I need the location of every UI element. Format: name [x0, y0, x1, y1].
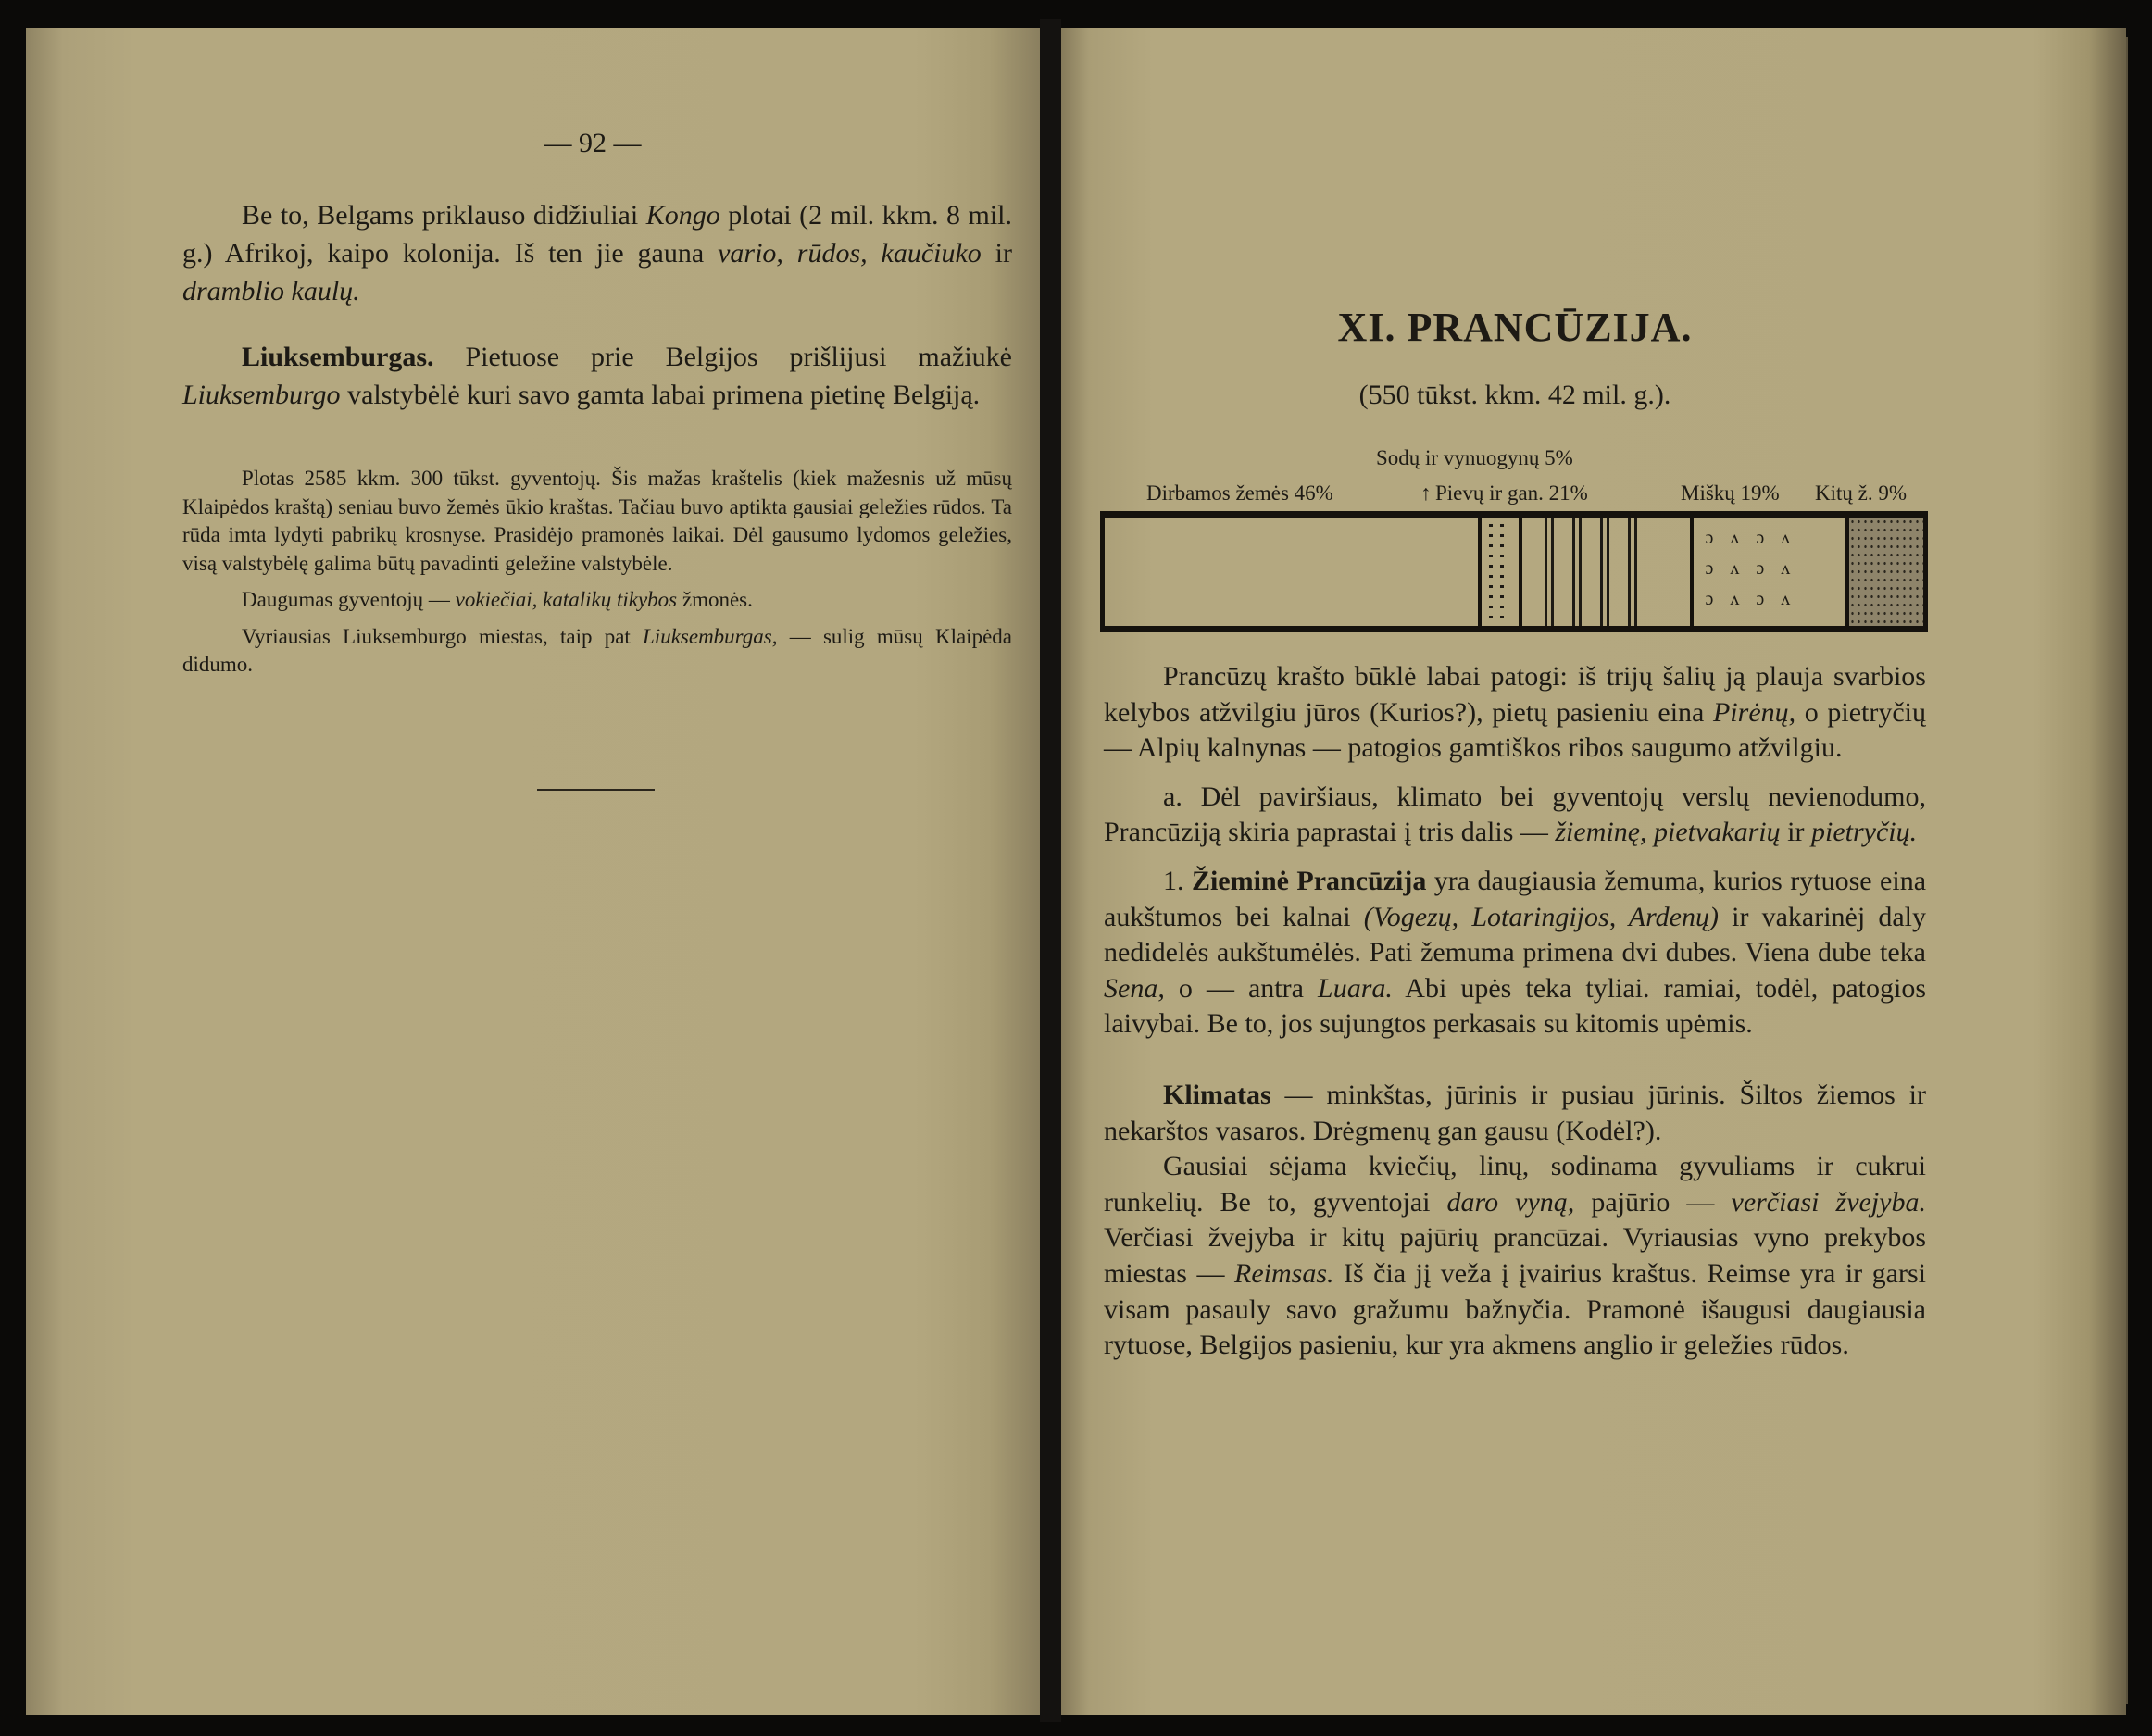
- text-run: Iš čia jį veža į įvairius kraštus. Reimse yra ir garsi visam pasauly savo gražumu bažnyčia. Pramonė išaugusi daugiausia rytuose, Belgijos pasieniu, kur yra akmens anglio ir geležies rūdos.: [1104, 1257, 1926, 1361]
- paragraph-liuksemburgas: [182, 338, 1012, 414]
- segment-other: [1849, 518, 1923, 626]
- text-run: ir: [981, 238, 1012, 269]
- text-run: valstybėlė kuri savo gamta labai primena pietinę Belgiją.: [340, 380, 981, 410]
- text-run: Vyriausias Liuksemburgo miestas, taip pat: [242, 624, 644, 648]
- label-meadows: Pievų ir gan. 21%: [1435, 481, 1588, 505]
- text-run: pajūrio —: [1574, 1186, 1732, 1218]
- land-use-bar: [1100, 511, 1928, 632]
- italic-text: Liuksemburgas,: [643, 624, 778, 648]
- italic-text: (Vogezų, Lotaringijos, Ardenų): [1363, 901, 1719, 932]
- italic-text: Kongo: [645, 200, 720, 231]
- text-run: ir: [1780, 817, 1811, 848]
- italic-text: pietryčių.: [1810, 817, 1918, 848]
- italic-text: vokiečiai, katalikų tikybos: [455, 588, 678, 611]
- bold-text: Klimatas: [1163, 1079, 1271, 1110]
- text-run: žmonės.: [677, 588, 753, 611]
- paragraph-gyventojai: [182, 586, 1012, 615]
- left-main-text: [182, 196, 1012, 414]
- italic-text: vario, rūdos, kaučiuko: [718, 238, 982, 269]
- italic-text: Luara.: [1318, 972, 1393, 1004]
- text-run: 1.: [1163, 865, 1192, 896]
- segment-meadows: [1522, 518, 1695, 626]
- paragraph-klimatas: [1104, 1078, 1926, 1149]
- text-run: yra daugiausia žemuma, kurios rytuose eina aukštumos bei kalnai: [1104, 865, 1927, 932]
- text-run: Prancūzų krašto būklė labai patogi: iš trijų šalių ją plauja svarbios kelybos atžvilgiu jūros (Kurios?), pietų pasieniu eina: [1104, 661, 1926, 728]
- text-run: Daugumas gyventojų —: [242, 588, 456, 611]
- left-small-print: [182, 465, 1012, 680]
- text-run: Pietuose prie Belgijos prišlijusi mažiukė: [433, 342, 1012, 372]
- text-run: o — antra: [1164, 972, 1319, 1004]
- segment-arable: [1105, 518, 1482, 626]
- label-other: Kitų ž. 9%: [1815, 481, 1908, 505]
- label-forests: Miškų 19%: [1681, 481, 1780, 505]
- land-use-diagram: [1100, 444, 1928, 634]
- italic-text: Reimsas.: [1234, 1257, 1334, 1289]
- italic-text: Liuksemburgo: [182, 380, 341, 410]
- chapter-subheading: (550 tūkst. kkm. 42 mil. g.).: [1358, 380, 1671, 410]
- paragraph-plotas: [182, 465, 1012, 578]
- text-run: Verčiasi žvejyba ir kitų pajūrių prancūzai. Vyriausias vyno prekybos miestas —: [1104, 1222, 1926, 1289]
- page-number: — 92 —: [544, 128, 642, 158]
- text-run: Gausiai sėjama kviečių, linų, sodinama gyvuliams ir cukrui runkelių. Be to, gyventojai: [1104, 1151, 1926, 1218]
- text-run: a. Dėl paviršiaus, klimato bei gyventojų verslų nevienodumo, Prancūziją skiria paprastai į tris dalis —: [1104, 781, 1926, 848]
- paragraph-bukle: [1104, 659, 1926, 767]
- bold-text: Žieminė Prancūzija: [1191, 865, 1427, 896]
- text-run: Be to, Belgams priklauso didžiuliai: [242, 200, 646, 231]
- section-divider: [537, 789, 655, 791]
- chapter-heading: XI. PRANCŪZIJA.: [1337, 305, 1693, 350]
- text-run: — sulig mūsų Klaipėda didumo.: [182, 624, 1012, 676]
- italic-text: verčiasi žvejyba.: [1731, 1186, 1926, 1218]
- segment-forests: ɔʌɔʌ ɔʌɔʌ ɔʌɔʌ: [1694, 518, 1849, 626]
- arrow-icon: ↑: [1420, 481, 1432, 505]
- bold-text: Liuksemburgas.: [242, 342, 434, 372]
- paragraph-dalys: [1104, 780, 1926, 851]
- italic-text: dramblio kaulų.: [182, 276, 360, 306]
- paragraph-miestas: [182, 623, 1012, 680]
- italic-text: žieminę, pietvakarių: [1555, 817, 1781, 848]
- right-main-text: [1104, 659, 1926, 1364]
- paragraph-zieminė: [1104, 864, 1926, 1043]
- text-run: ir vakarinėj daly nedidelės aukštumėlės. Pati žemuma primena dvi dubes. Viena dube teka: [1104, 901, 1926, 968]
- paragraph-kongo: [182, 196, 1012, 310]
- text-run: o pietryčių — Alpių kalnynas — patogios gamtiškos ribos saugumo atžvilgiu.: [1104, 696, 1926, 764]
- text-run: Plotas 2585 kkm. 300 tūkst. gyventojų. Šis mažas kraštelis (kiek mažesnis už mūsų Klaipėdos kraštą) seniau buvo žemės ūkio kraštas. Tačiau buvo aptikta gausiai geležies rūdos. Ta rūda imta lydyti pabrikų krosnyse. Prasidėjo pramonės laikai. Dėl gausumo lydomos geležies, visą valstybėlę galima būtų pavadinti geležine valstybėle.: [182, 467, 1012, 575]
- label-arable: Dirbamos žemės 46%: [1146, 481, 1333, 505]
- italic-text: Pirėnų,: [1712, 696, 1796, 728]
- label-orchards: Sodų ir vynuogynų 5%: [1376, 446, 1573, 469]
- italic-text: Sena,: [1104, 972, 1165, 1004]
- text-run: — minkštas, jūrinis ir pusiau jūrinis. Šiltos žiemos ir nekarštos vasaros. Drėgmenų gan gausu (Kodėl?).: [1104, 1079, 1926, 1146]
- text-run: plotai (2 mil. kkm. 8 mil. g.) Afrikoj, kaipo kolonija. Iš ten jie gauna: [182, 200, 1012, 269]
- italic-text: daro vyną,: [1446, 1186, 1575, 1218]
- text-run: Abi upės teka tyliai. ramiai, todėl, patogios laivybai. Be to, jos sujungtos perkasais su kitomis upėmis.: [1104, 972, 1926, 1040]
- book-spine: [1040, 19, 1061, 1722]
- paragraph-ukis: [1104, 1149, 1926, 1364]
- segment-orchards: [1482, 518, 1522, 626]
